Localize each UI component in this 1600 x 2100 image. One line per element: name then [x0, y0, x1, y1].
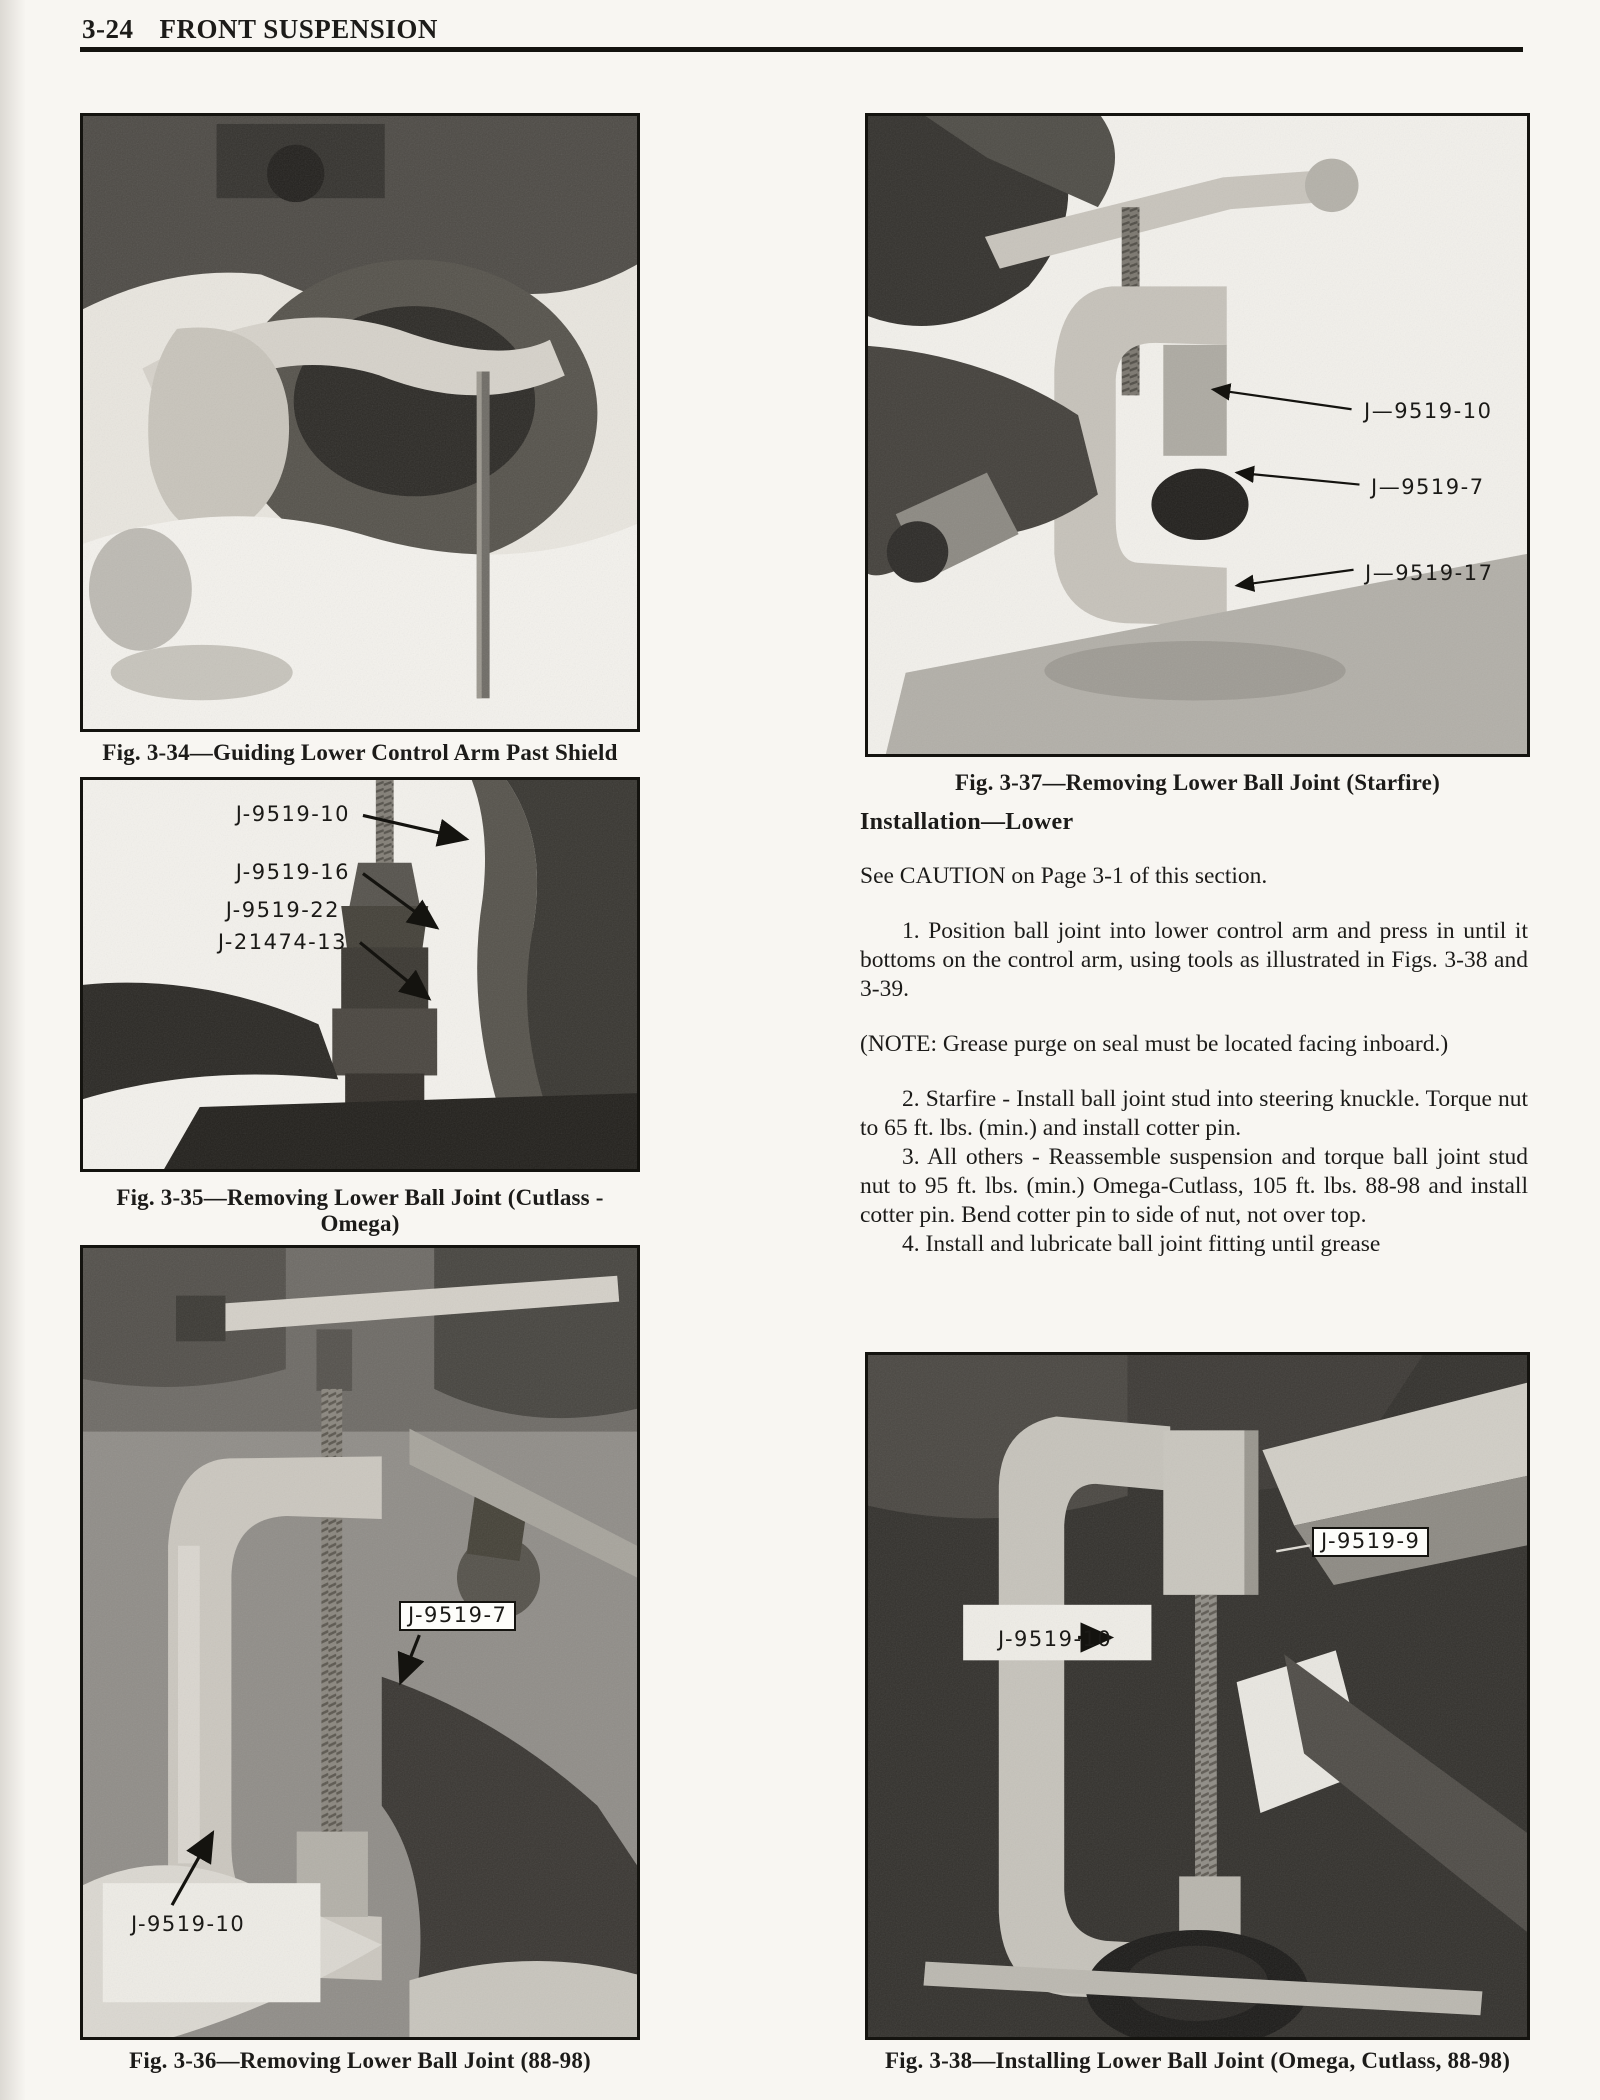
tool-label: J—9519-10 [1364, 399, 1493, 423]
figure-3-37-scene [868, 116, 1527, 754]
installation-heading: Installation—Lower [860, 809, 1074, 835]
tool-label: J-9519-10 [131, 1912, 246, 1936]
step-3: 3. All others - Reassemble suspension and torque ball joint stud nut to 95 ft. lbs. (min.) Omega-Cutlass, 105 ft. lbs. 88-98 and install cotter pin. Bend cotter pin to side of nut, not over top. [860, 1144, 1528, 1228]
figure-3-38-caption: Fig. 3-38—Installing Lower Ball Joint (Omega, Cutlass, 88-98) [884, 2048, 1511, 2073]
tool-label: J—9519-17 [1365, 561, 1494, 585]
figure-3-38-photo [865, 1352, 1530, 2040]
step-1: 1. Position ball joint into lower control arm and press in until it bottoms on the control arm, using tools as illustrated in Figs. 3-38 and 3-39. [860, 918, 1528, 1002]
figure-3-38-scene [868, 1355, 1527, 2037]
tool-label: J-9519-10 [235, 802, 350, 826]
scan-edge-shadow [0, 0, 26, 2100]
figure-3-36-photo [80, 1245, 640, 2040]
installation-text-block [860, 808, 1528, 1259]
tool-label: J-9519-16 [235, 860, 350, 884]
figure-3-34-scene [83, 116, 637, 729]
figure-3-36-caption: Fig. 3-36—Removing Lower Ball Joint (88-98) [129, 2048, 591, 2073]
figure-3-37-caption: Fig. 3-37—Removing Lower Ball Joint (Starfire) [955, 770, 1440, 795]
figure-3-35-photo [80, 777, 640, 1172]
page-header [82, 14, 438, 45]
tool-label: J-9519-10 [998, 1627, 1113, 1651]
figure-3-35-caption: Fig. 3-35—Removing Lower Ball Joint (Cutlass - Omega) [116, 1185, 604, 1236]
figure-3-35-scene [83, 780, 637, 1169]
tool-label: J-9519-22 [225, 898, 340, 922]
grease-note: (NOTE: Grease purge on seal must be located facing inboard.) [860, 1031, 1449, 1057]
tool-label: J—9519-7 [1371, 475, 1485, 499]
tool-label: J-9519-7 [399, 1601, 516, 1631]
step-2: 2. Starfire - Install ball joint stud into steering knuckle. Torque nut to 65 ft. lbs. (min.) and install cotter pin. [860, 1086, 1528, 1141]
step-4: 4. Install and lubricate ball joint fitting until grease [902, 1231, 1381, 1257]
figure-3-34-caption: Fig. 3-34—Guiding Lower Control Arm Past Shield [102, 740, 618, 765]
tool-label: J-9519-9 [1312, 1527, 1429, 1557]
caution-reference: See CAUTION on Page 3-1 of this section. [860, 863, 1268, 889]
header-rule [80, 47, 1523, 52]
page-number: 3-24 [82, 14, 134, 44]
page-title: FRONT SUSPENSION [159, 14, 438, 44]
tool-label: J-21474-13 [217, 930, 347, 954]
figure-3-37-photo [865, 113, 1530, 757]
figure-3-34-photo [80, 113, 640, 732]
